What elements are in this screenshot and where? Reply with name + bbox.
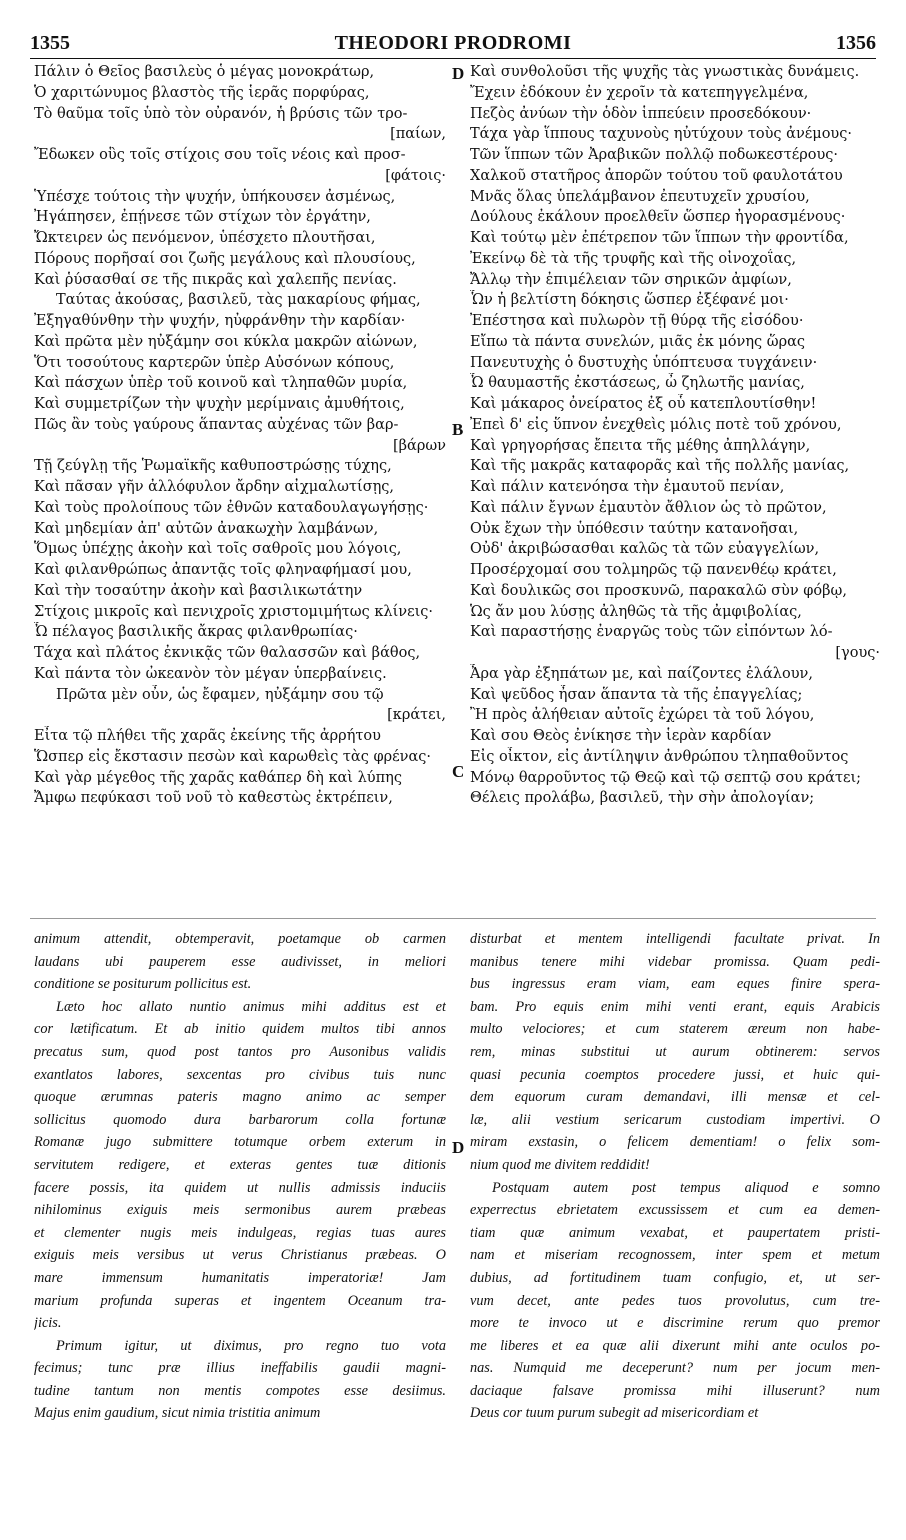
column-separator-rule: [30, 918, 876, 919]
prose-line: dem equorum curam demandavi, illi mensæ et cel-: [470, 1089, 880, 1106]
verse-line: Καὶ τὴν τοσαύτην ἀκοὴν καὶ βασιλικωτάτην: [34, 582, 363, 599]
prose-line: conditione se positurum pollicitus est.: [34, 976, 252, 993]
prose-line: cor lætificatum. Et ab initio quidem multos tibi annos: [34, 1021, 446, 1038]
verse-line: Δούλους ἐκάλουν προελθεῖν ὥσπερ ἠγορασμένους·: [470, 209, 846, 226]
prose-line: bam. Pro equis enim mihi venti erant, equis Arabicis: [470, 998, 880, 1015]
verse-line: Καὶ σου Θεὸς ἐνίκησε τὴν ἱερὰν καρδίαν: [470, 728, 772, 744]
prose-line: nas. Numquid me deceperunt? num per jocum men-: [470, 1360, 880, 1377]
verse-line: Ἄμφω πεφύκασι τοῦ νοῦ τὸ καθεστὼς ἐκτρέπειν,: [34, 790, 393, 807]
latin-translation-left-column: [34, 928, 446, 1425]
verse-line: Ὦ πέλαγος βασιλικῆς ἄκρας φιλανθρωπίας·: [34, 624, 358, 641]
verse-line: Καὶ πρῶτα μὲν ηὐξάμην σοι κύκλα μακρῶν αἰώνων,: [34, 333, 418, 350]
verse-line: [παίων,: [390, 126, 446, 143]
verse-line: Ἔχειν ἐδόκουν ἐν χεροῖν τὰ κατεπηγγελμένα,: [470, 84, 809, 101]
prose-line: multo velociores; et cum staterem æreum non habe-: [470, 1021, 880, 1038]
verse-line: Ἄλλῳ τὴν ἐπιμέλειαν τῶν σηρικῶν ἀμφίων,: [470, 271, 792, 288]
prose-line: daciaque falsave promissa mihi illuserunt? num: [470, 1382, 880, 1399]
verse-line: Θέλεις προλάβω, βασιλεῦ, τὴν σὴν ἀπολογίαν;: [470, 790, 815, 807]
verse-line: Ἠγάπησεν, ἐπῄνεσε τῶν στίχων τὸν ἐργάτην,: [34, 209, 371, 226]
prose-line: experrectus ebrietatem excussissem et cum ea demen-: [470, 1202, 880, 1219]
verse-line: Εἶτα τῷ πλήθει τῆς χαρᾶς ἐκείνης τῆς ἀρρήτου: [34, 728, 381, 744]
page-number-left: 1355: [30, 32, 70, 54]
prose-line: Læto hoc allato nuntio animus mihi additus est et: [56, 998, 446, 1015]
prose-line: Postquam autem post tempus aliquod e somno: [492, 1179, 880, 1196]
prose-line: rem, minas substitui ut aurum obtinerem: servos: [470, 1043, 880, 1060]
prose-line: precatus sum, quod post tantos pro Ausonibus validis: [34, 1043, 446, 1060]
prose-line: dubius, ad fortitudinem tuam confugio, et, ut ser-: [470, 1269, 880, 1286]
verse-line: Καὶ γὰρ μέγεθος τῆς χαρᾶς καθάπερ δὴ καὶ λύπης: [34, 769, 402, 786]
page-number-right: 1356: [836, 32, 876, 54]
verse-line: Καὶ πάσχων ὑπὲρ τοῦ κοινοῦ καὶ τληπαθῶν μυρία,: [34, 375, 408, 392]
greek-text-right-column: [470, 62, 880, 809]
verse-line: Ὅμως ὑπέχῃς ἀκοὴν καὶ τοῖς σαθροῖς μου λόγοις,: [34, 541, 402, 558]
prose-line: quoque ærumnas pateris magno animo ac semper: [34, 1089, 446, 1106]
verse-line: [βάρων: [393, 437, 446, 454]
prose-line: mare immensum humanitatis imperatoriæ! Jam: [34, 1269, 446, 1286]
verse-line: Ἆρα γὰρ ἐξηπάτων με, καὶ παίζοντες ἐλάλουν,: [470, 665, 813, 682]
prose-line: læ, alii vestium sericarum custodiam impertivi. O: [470, 1111, 880, 1128]
verse-line: Μόνῳ θαρροῦντος τῷ Θεῷ καὶ τῷ σεπτῷ σου κράτει;: [470, 769, 862, 786]
prose-line: me liberes et ea quæ alii dixerunt mihi ante oculos po-: [470, 1337, 880, 1354]
verse-line: Τῶν ἵππων τῶν Ἀραβικῶν πολλῷ ποδωκεστέρους·: [470, 147, 839, 163]
verse-line: Ἐπέστησα καὶ πυλωρὸν τῇ θύρᾳ τῆς εἰσόδου·: [470, 313, 804, 329]
latin-translation-right-column: [470, 928, 880, 1425]
verse-line: Ἐπεὶ δ' εἰς ὕπνον ἐνεχθεὶς μόλις ποτὲ τοῦ χρόνου,: [470, 416, 842, 433]
running-title: THEODORI PRODROMI: [334, 32, 572, 54]
verse-line: Τὸ θαῦμα τοῖς ὑπὸ τὸν οὐρανόν, ἡ βρύσις τῶν τρο-: [34, 105, 408, 122]
verse-line: Ἐκείνῳ δὲ τὰ τῆς τρυφῆς καὶ τῆς οἰνοχοΐας,: [470, 250, 797, 267]
verse-line: Καὶ τούτῳ μὲν ἐπέτρεπον τῶν ἵππων τὴν φροντίδα,: [470, 230, 849, 246]
verse-line: Ὁ χαριτώνυμος βλαστὸς τῆς ἱερᾶς πορφύρας,: [34, 84, 370, 101]
prose-line: disturbat et mentem intelligendi facultate privat. In: [470, 931, 880, 947]
section-marker-b: B: [452, 420, 464, 439]
verse-line: Πῶς ἂν τοὺς γαύρους ἅπαντας αὐχένας τῶν βαρ-: [34, 416, 399, 433]
verse-line: Ὤκτειρεν ὡς πενόμενον, ὑπέσχετο πλουτῆσαι,: [34, 230, 376, 246]
verse-line: Καὶ μάκαρος ὀνείρατος ἐξ οὗ κατεπλουτίσθην!: [470, 396, 817, 412]
verse-line: Εἰς οἶκτον, εἰς ἀντίληψιν ἀνθρώπου τληπαθοῦντος: [470, 748, 849, 765]
verse-line: Οὐκ ἔχων τὴν ὑπόθεσιν ταύτην κατανοῆσαι,: [470, 520, 799, 537]
verse-line: Πρῶτα μὲν οὖν, ὡς ἔφαμεν, ηὐξάμην σου τῷ: [56, 686, 384, 703]
greek-text-left-column: [34, 62, 446, 809]
prose-line: Primum igitur, ut diximus, pro regno tuo vota: [56, 1337, 446, 1354]
verse-line: Καὶ τῆς μακρᾶς καταφορᾶς καὶ τῆς πολλῆς μανίας,: [470, 458, 850, 475]
verse-line: Ἐξηγαθύνθην τὴν ψυχήν, ηὐφράνθην τὴν καρδίαν·: [34, 313, 406, 329]
prose-line: Deus cor tuum purum subegit ad misericordiam et: [470, 1405, 759, 1422]
verse-line: Πανευτυχὴς ὁ δυστυχὴς ὑπόπτευσα τυγχάνειν·: [470, 354, 818, 371]
running-header: [30, 30, 876, 59]
verse-line: Καὶ πᾶσαν γῆν ἀλλόφυλον ἄρδην αἰχμαλωτίσῃς,: [34, 479, 395, 495]
prose-line: sollicitus quomodo dura barbarorum colla fortunæ: [34, 1111, 446, 1128]
verse-line: Μνᾶς ὅλας ὑπελάμβανον ἐπευτυχεῖν χρυσίου,: [470, 188, 810, 205]
verse-line: Καὶ συνθολοῦσι τῆς ψυχῆς τὰς γνωστικὰς δυνάμεις.: [470, 64, 860, 80]
prose-line: nium quod me divitem reddidit!: [470, 1156, 650, 1173]
verse-line: Οὐδ' ἀκριβώσασθαι καλῶς τὰ τῶν εὐαγγελίων,: [470, 541, 820, 558]
verse-line: Χαλκοῦ στατῆρος ἀπορῶν τούτου τοῦ φαυλοτάτου: [470, 167, 843, 184]
verse-line: Καὶ ψεῦδος ἦσαν ἅπαντα τὰ τῆς ἐπαγγελίας;: [470, 686, 803, 703]
verse-line: [κράτει,: [387, 707, 446, 724]
prose-line: Majus enim gaudium, sicut nimia tristitia animum: [34, 1405, 321, 1422]
prose-line: tudine tantum non mentis compotes esse desiimus.: [34, 1382, 446, 1399]
verse-line: Εἴπω τὰ πάντα συνελών, μιᾶς ἐκ μόνης ὥρας: [470, 333, 806, 350]
prose-line: facere possis, ita quidem ut nullis admissis induciis: [34, 1179, 446, 1196]
verse-line: Πεζὸς ἀνύων τὴν ὁδὸν ἱππεύειν προσεδόκουν·: [470, 105, 812, 122]
verse-line: Τῇ ζεύγλῃ τῆς Ῥωμαϊκῆς καθυποστρώσῃς τύχης,: [34, 458, 392, 475]
verse-line: Ταύτας ἀκούσας, βασιλεῦ, τὰς μακαρίους φήμας,: [56, 292, 421, 309]
prose-line: manibus tenere mihi videbar promissa. Quam pedi-: [470, 953, 880, 970]
prose-line: nihilominus exiguis meis sermonibus aurem præbeas: [34, 1202, 446, 1219]
verse-line: [φάτοις·: [385, 167, 446, 184]
verse-line: Ὦ θαυμαστῆς ἐκστάσεως, ὦ ζηλωτῆς μανίας,: [470, 375, 805, 392]
prose-line: servitutem redigere, et exteras gentes tuæ ditionis: [34, 1156, 446, 1173]
verse-line: Ὡς ἄν μου λύσῃς ἀληθῶς τὰ τῆς ἀμφιβολίας,: [470, 603, 802, 620]
verse-line: Καὶ μηδεμίαν ἀπ' αὐτῶν ἀνακωχὴν λαμβάνων,: [34, 520, 379, 537]
verse-line: Στίχοις μικροῖς καὶ πενιχροῖς χριστομιμήτως κλίνεις·: [34, 603, 433, 620]
verse-line: [γους·: [835, 645, 880, 661]
verse-line: Καὶ πάλιν κατενόησα τὴν ἐμαυτοῦ πενίαν,: [470, 479, 785, 495]
prose-line: miram exstasin, o felicem dementiam! o felix som-: [470, 1134, 880, 1151]
prose-line: animum attendit, obtemperavit, poetamque ob carmen: [34, 931, 446, 947]
prose-line: more te invoco ut e discrimine rerum quo premor: [470, 1315, 880, 1332]
prose-line: quasi pecunia coemptos procedere jussi, et huic qui-: [470, 1066, 880, 1083]
verse-line: Ὥσπερ εἰς ἔκστασιν πεσὼν καὶ καρωθεὶς τὰς φρένας·: [34, 748, 431, 765]
section-marker-d-bottom: D: [452, 1138, 465, 1157]
prose-line: exantlatos labores, sexcentas pro civibus tuis nunc: [34, 1066, 446, 1083]
verse-line: Τάχα καὶ πλάτος ἐκνικᾷς τῶν θαλασσῶν καὶ βάθος,: [34, 645, 421, 661]
verse-line: Προσέρχομαί σου τολμηρῶς τῷ πανενθέῳ κράτει,: [470, 562, 837, 578]
verse-line: Καὶ γρηγορήσας ἔπειτα τῆς μέθης ἀπηλλάγην,: [470, 437, 811, 454]
verse-line: Ὅτι τοσούτους καρτερῶν ὑπὲρ Αὐσόνων κόπους,: [34, 354, 395, 371]
verse-line: Καὶ ῥύσασθαί σε τῆς πικρᾶς καὶ χαλεπῆς πενίας.: [34, 271, 397, 288]
prose-line: marium profunda superas et ingentem Oceanum tra-: [34, 1292, 446, 1309]
prose-line: jicis.: [34, 1315, 62, 1332]
prose-line: nam et miseriam recognossem, inter spem et metum: [470, 1247, 880, 1264]
verse-line: Ὧν ἡ βελτίστη δόκησις ὥσπερ ἐξέφανέ μοι·: [470, 292, 789, 309]
verse-line: Καὶ πάλιν ἔγνων ἐμαυτὸν ἄθλιον ὡς τὸ πρῶτον,: [470, 499, 827, 516]
prose-line: exiguis meis versibus ut verus Christianus præbeas. O: [34, 1247, 446, 1264]
verse-line: Καὶ δουλικῶς σοι προσκυνῶ, παρακαλῶ σὺν φόβῳ,: [470, 582, 847, 599]
prose-line: Romanæ jugo submittere totumque orbem exterum in: [34, 1134, 446, 1151]
section-marker-d-top: D: [452, 64, 465, 83]
verse-line: Πόρους πορῆσαί σοι ζωῆς μεγάλους καὶ πλουσίους,: [34, 250, 416, 267]
verse-line: Καὶ φιλανθρώπως ἀπαντᾷς τοῖς φληναφήμασί μου,: [34, 562, 412, 578]
verse-line: Ὑπέσχε τούτοις τὴν ψυχήν, ὑπήκουσεν ἀσμένως,: [34, 188, 396, 205]
verse-line: Καὶ πάντα τὸν ὠκεανὸν τὸν μέγαν ὑπερβαίνεις.: [34, 665, 387, 682]
prose-line: vum decet, ante pedes tuos provolutus, cum tre-: [470, 1292, 880, 1309]
prose-line: tiam quæ animum vexabat, et paupertatem pristi-: [470, 1224, 880, 1241]
verse-line: Καὶ παραστήσῃς ἐναργῶς τοὺς τῶν εἰπόντων λό-: [470, 624, 833, 641]
prose-line: fecimus; tunc præ illius ineffabilis gaudii magni-: [34, 1360, 446, 1377]
prose-line: laudans ubi pauperem esse audivisset, in meliori: [34, 953, 446, 970]
verse-line: Καὶ συμμετρίζων τὴν ψυχὴν μερίμναις ἀμυθήτοις,: [34, 396, 405, 412]
section-marker-c: C: [452, 762, 465, 781]
verse-line: Ἢ πρὸς ἀλήθειαν αὐτοῖς ἐχώρει τὰ τοῦ λόγου,: [470, 707, 815, 724]
verse-line: Πάλιν ὁ Θεῖος βασιλεὺς ὁ μέγας μονοκράτωρ,: [34, 64, 375, 80]
verse-line: Καὶ τοὺς προλοίπους τῶν ἐθνῶν καταδουλαγωγήσῃς·: [34, 499, 429, 516]
prose-line: bus ingressus eram viam, eam eques finire spera-: [470, 976, 880, 993]
prose-line: et clementer nugis meis indulgeas, regias tuas aures: [34, 1224, 446, 1241]
verse-line: Τάχα γὰρ ἵππους ταχυνοὺς ηὐτύχουν τοὺς ἀνέμους·: [470, 126, 852, 143]
verse-line: Ἔδωκεν οὓς τοῖς στίχοις σου τοῖς νέοις καὶ προσ-: [34, 147, 406, 163]
